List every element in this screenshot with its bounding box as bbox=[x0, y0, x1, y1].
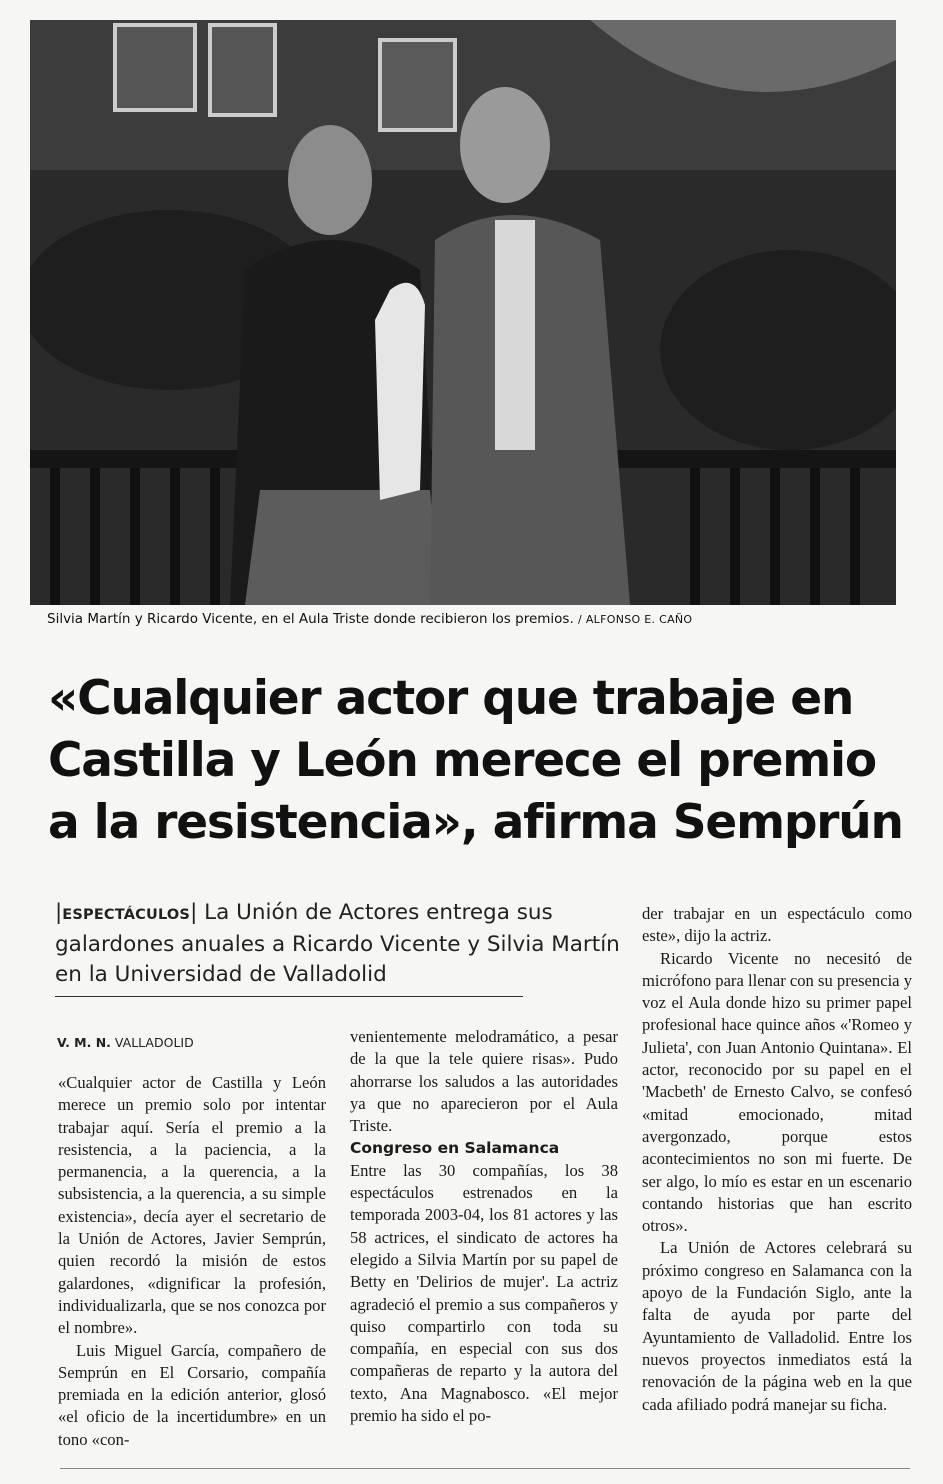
section-label: ESPECTÁCULOS bbox=[62, 907, 191, 923]
photo-illustration bbox=[30, 20, 896, 605]
headline bbox=[48, 668, 908, 854]
headline-line-2: Castilla y León merece el premio bbox=[48, 733, 877, 788]
headline-line-1: «Cualquier actor que trabaje en bbox=[48, 671, 854, 726]
photo-caption bbox=[47, 611, 887, 627]
photo-credit: / ALFONSO E. CAÑO bbox=[578, 613, 693, 626]
paragraph: venientemente melodramático, a pesar de la que la tele quiere risas». Pudo ahorrarse los saludos a las autoridades ya que no aparecieron por el Aula Triste. bbox=[350, 1027, 618, 1136]
bottom-divider bbox=[60, 1468, 910, 1469]
byline bbox=[57, 1035, 194, 1050]
paragraph: La Unión de Actores celebrará su próximo congreso en Salamanca con la apoyo de la Fundación Siglo, ante la falta de ayuda por parte del Ayuntamiento de Valladolid. Entre los nuevos proyectos inmediatos está la renovación de la página web en la que cada afiliado podrá manejar su ficha. bbox=[642, 1238, 912, 1414]
kicker-text: La Unión de Actores entrega sus galardones anuales a Ricardo Vicente y Silvia Martín en la Universidad de Valladolid bbox=[55, 900, 620, 987]
body-column-2 bbox=[350, 1026, 618, 1427]
caption-text: Silvia Martín y Ricardo Vicente, en el Aula Triste donde recibieron los premios. bbox=[47, 611, 574, 627]
paragraph: «Cualquier actor de Castilla y León merece un premio solo por intentar trabajar aquí. Sería el premio a la resistencia, a la paciencia, a la permanencia, a la querencia, a la subsistencia, a la querencia, a su simple existencia», decía ayer el secretario de la Unión de Actores, Javier Semprún, quien recordó la misión de estos galardones, «dignificar la profesión, individualizarla, que se nos conozca por el nombre». bbox=[58, 1073, 326, 1338]
paragraph: Luis Miguel García, compañero de Semprún en El Corsario, compañía premiada en la edición anterior, glosó «el oficio de la incertidumbre» en un tono «con- bbox=[58, 1340, 326, 1449]
kicker-divider bbox=[55, 996, 523, 997]
byline-author: V. M. N. bbox=[57, 1035, 111, 1050]
kicker: |ESPECTÁCULOS| La Unión de Actores entrega sus galardones anuales a Ricardo Vicente y Silvia Martín en la Universidad de Valladolid bbox=[55, 900, 620, 987]
article-photo bbox=[30, 20, 896, 605]
paragraph: Entre las 30 compañías, los 38 espectáculos estrenados en la temporada 2003-04, los 81 actores y las 58 actrices, el sindicato de actores ha elegido a Silvia Martín por su papel de Betty en 'Delirios de mujer'. La actriz agradeció el premio a sus compañeros y quiso compartirlo con toda su compañía, en especial con sus dos compañeras de reparto y la autora del texto, Ana Magnabosco. «El mejor premio ha sido el po- bbox=[350, 1160, 618, 1426]
body-column-3 bbox=[642, 903, 912, 1416]
paragraph: der trabajar en un espectáculo como este», dijo la actriz. bbox=[642, 904, 912, 946]
byline-place: VALLADOLID bbox=[114, 1035, 194, 1050]
paragraph: Ricardo Vicente no necesitó de micrófono para llenar con su presencia y voz el Aula donde hizo su primer papel profesional hace quince años «'Romeo y Julieta', con Juan Antonio Quintana». El actor, reconocido por su papel en el 'Macbeth' de Ernesto Calvo, se confesó «mitad emocionado, mitad avergonzado, porque estos acontecimientos no son mi fuerte. De ser algo, lo mío es estar en un escenario contando historias que han escrito otros». bbox=[642, 948, 912, 1236]
headline-line-3: a la resistencia», afirma Semprún bbox=[48, 795, 903, 850]
body-column-1 bbox=[58, 1072, 326, 1451]
subheading: Congreso en Salamanca bbox=[350, 1139, 560, 1158]
